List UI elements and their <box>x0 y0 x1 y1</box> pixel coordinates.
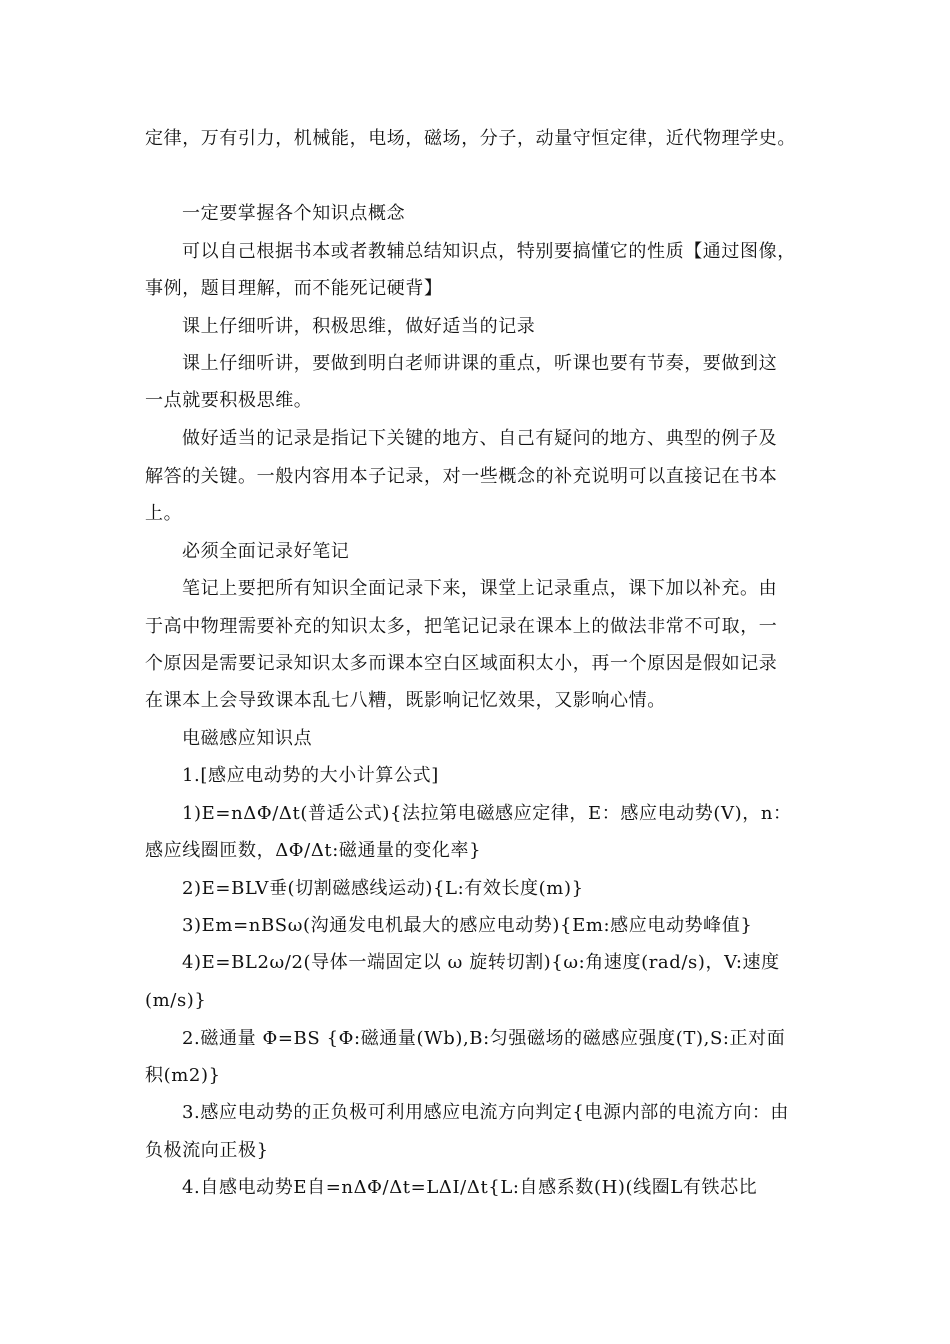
section-heading: 必须全面记录好笔记 <box>182 541 350 562</box>
text-line: 于高中物理需要补充的知识太多，把笔记记录在课本上的做法非常不可取，一 <box>145 616 778 637</box>
text-line: 解答的关键。一般内容用本子记录，对一些概念的补充说明可以直接记在书本 <box>145 466 778 487</box>
text-line: 1.[感应电动势的大小计算公式] <box>182 765 439 786</box>
section-heading: 电磁感应知识点 <box>182 728 313 749</box>
formula-line: 2)E=BLV垂(切割磁感线运动){L:有效长度(m)} <box>182 878 584 899</box>
formula-line: 2.磁通量 Φ=BS {Φ:磁通量(Wb),B:匀强磁场的磁感应强度(T),S:正对面 <box>182 1028 786 1049</box>
formula-line: 1)E=nΔΦ/Δt(普适公式){法拉第电磁感应定律，E：感应电动势(V)，n： <box>182 803 792 824</box>
text-line: 3.感应电动势的正负极可利用感应电流方向判定{电源内部的电流方向：由 <box>182 1102 790 1123</box>
text-line: 做好适当的记录是指记下关键的地方、自己有疑问的地方、典型的例子及 <box>182 428 778 449</box>
text-line: 定律，万有引力，机械能，电场，磁场，分子，动量守恒定律，近代物理学史。 <box>145 128 796 149</box>
formula-line: 4)E=BL2ω/2(导体一端固定以 ω 旋转切割){ω:角速度(rad/s)，V:速度 <box>182 952 780 973</box>
text-line: 上。 <box>145 503 183 524</box>
section-heading: 课上仔细听讲，积极思维，做好适当的记录 <box>182 316 536 337</box>
formula-line: 4.自感电动势E自=nΔΦ/Δt=LΔI/Δt{L:自感系数(H)(线圈L有铁芯比 <box>182 1177 758 1198</box>
text-line: 一点就要积极思维。 <box>145 390 313 411</box>
text-line: 负极流向正极} <box>145 1140 269 1161</box>
text-line: 事例，题目理解，而不能死记硬背】 <box>145 278 443 299</box>
text-line: 课上仔细听讲，要做到明白老师讲课的重点，听课也要有节奏，要做到这 <box>182 353 778 374</box>
formula-line: 积(m2)} <box>145 1065 221 1086</box>
section-heading: 一定要掌握各个知识点概念 <box>182 203 406 224</box>
text-line: 个原因是需要记录知识太多而课本空白区域面积太小，再一个原因是假如记录 <box>145 653 778 674</box>
text-line: 可以自己根据书本或者教辅总结知识点，特别要搞懂它的性质【通过图像， <box>182 241 796 262</box>
formula-line: 3)Em=nBSω(沟通发电机最大的感应电动势){Em:感应电动势峰值} <box>182 915 753 936</box>
formula-line: (m/s)} <box>145 990 207 1011</box>
text-line: 笔记上要把所有知识全面记录下来，课堂上记录重点，课下加以补充。由 <box>182 578 778 599</box>
formula-line: 感应线圈匝数，ΔΦ/Δt:磁通量的变化率} <box>145 840 482 861</box>
text-line: 在课本上会导致课本乱七八糟，既影响记忆效果，又影响心情。 <box>145 690 666 711</box>
